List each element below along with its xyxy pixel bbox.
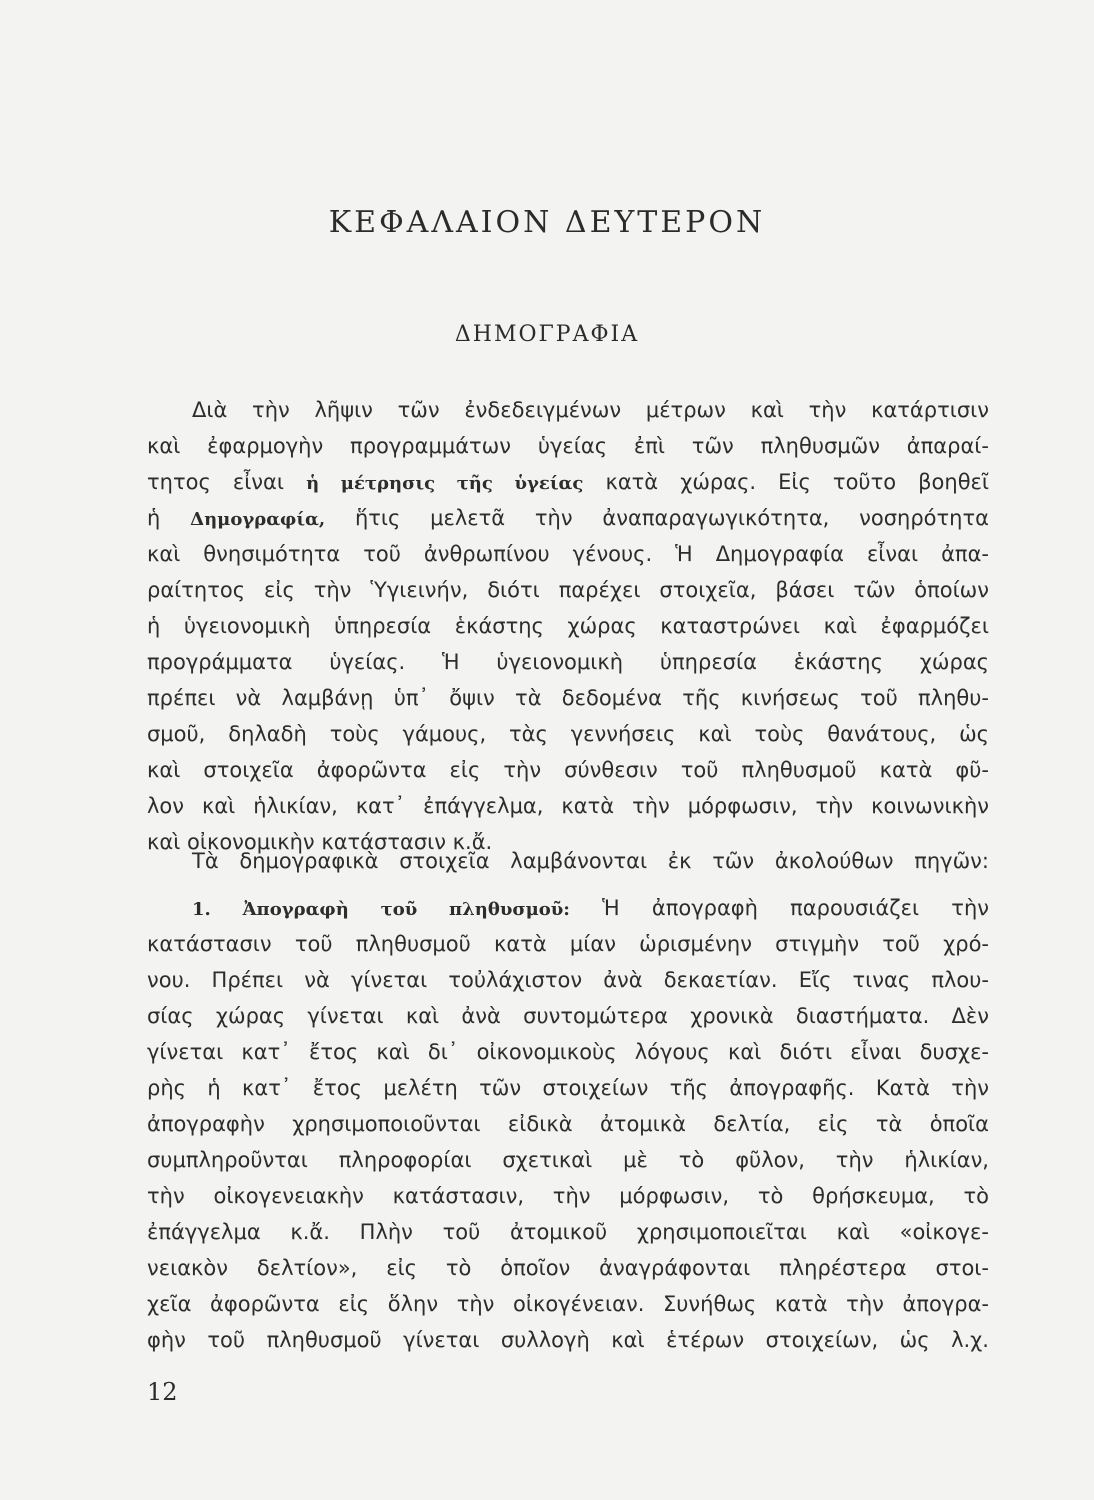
- paragraph-intro: [147, 392, 989, 860]
- page-number: 12: [147, 1378, 178, 1406]
- text-line: Διὰ τὴν λῆψιν τῶν ἐνδεδειγμένων μέτρων καὶ τὴν κατάρτισιν: [192, 398, 989, 422]
- text-line: κατάστασιν τοῦ πληθυσμοῦ κατὰ μίαν ὡρισμένην στιγμὴν τοῦ χρό-: [147, 932, 989, 956]
- text-line: συμπληροῦνται πληροφορίαι σχετικαὶ μὲ τὸ φῦλον, τὴν ἡλικίαν,: [147, 1148, 989, 1172]
- text-run: ἥτις μελετᾶ τὴν ἀναπαραγωγικότητα, νοσηρότητα: [354, 506, 989, 530]
- text-line: καὶ θνησιμότητα τοῦ ἀνθρωπίνου γένους. Ἡ Δημογραφία εἶναι ἀπα-: [147, 542, 989, 566]
- text-line: Τὰ δημογραφικὰ στοιχεῖα λαμβάνονται ἐκ τῶν ἀκολούθων πηγῶν:: [192, 849, 989, 873]
- paragraph-sources-intro: [147, 843, 989, 879]
- text-line: πρέπει νὰ λαμβάνῃ ὑπ᾽ ὄψιν τὰ δεδομένα τῆς κινήσεως τοῦ πληθυ-: [147, 686, 989, 710]
- bold-term-measurement-of-health: ἡ μέτρησις τῆς ὑγείας: [306, 473, 584, 494]
- paragraph-census: [147, 890, 989, 1358]
- text-line: σμοῦ, δηλαδὴ τοὺς γάμους, τὰς γεννήσεις καὶ τοὺς θανάτους, ὡς: [147, 722, 989, 746]
- text-line: καὶ στοιχεῖα ἀφορῶντα εἰς τὴν σύνθεσιν τοῦ πληθυσμοῦ κατὰ φῦ-: [147, 758, 989, 782]
- text-line: ἡ ὑγειονομικὴ ὑπηρεσία ἑκάστης χώρας καταστρώνει καὶ ἐφαρμόζει: [147, 614, 989, 638]
- text-run: κατὰ χώρας. Εἰς τοῦτο βοηθεῖ: [605, 470, 989, 494]
- text-line: [147, 890, 989, 926]
- bold-term-demography: Δημογραφία,: [190, 509, 326, 530]
- text-line: [147, 500, 989, 536]
- text-run: ἡ: [147, 506, 161, 530]
- bold-term-census: 1. Ἀπογραφὴ τοῦ πληθυσμοῦ:: [192, 899, 570, 920]
- text-line: σίας χώρας γίνεται καὶ ἀνὰ συντομώτερα χρονικὰ διαστήματα. Δὲν: [147, 1004, 989, 1028]
- text-line: [147, 464, 989, 500]
- text-line: τὴν οἰκογενειακὴν κατάστασιν, τὴν μόρφωσιν, τὸ θρήσκευμα, τὸ: [147, 1184, 989, 1208]
- text-line: λον καὶ ἡλικίαν, κατ᾽ ἐπάγγελμα, κατὰ τὴν μόρφωσιν, τὴν κοινωνικὴν: [147, 794, 989, 818]
- text-line: καὶ ἐφαρμογὴν προγραμμάτων ὑγείας ἐπὶ τῶν πληθυσμῶν ἀπαραί-: [147, 434, 989, 458]
- text-line: νειακὸν δελτίον», εἰς τὸ ὁποῖον ἀναγράφονται πληρέστερα στοι-: [147, 1256, 989, 1280]
- text-run: Ἡ ἀπογραφὴ παρουσιάζει τὴν: [602, 896, 989, 920]
- text-line: γίνεται κατ᾽ ἔτος καὶ δι᾽ οἰκονομικοὺς λόγους καὶ διότι εἶναι δυσχε-: [147, 1040, 989, 1064]
- text-line: ραίτητος εἰς τὴν Ὑγιεινήν, διότι παρέχει στοιχεῖα, βάσει τῶν ὁποίων: [147, 578, 989, 602]
- chapter-title: ΚΕΦΑΛΑΙΟΝ ΔΕΥΤΕΡΟΝ: [328, 205, 766, 240]
- text-line: χεῖα ἀφορῶντα εἰς ὅλην τὴν οἰκογένειαν. Συνήθως κατὰ τὴν ἀπογρα-: [147, 1292, 989, 1316]
- text-line: φὴν τοῦ πληθυσμοῦ γίνεται συλλογὴ καὶ ἑτέρων στοιχείων, ὡς λ.χ.: [147, 1328, 989, 1352]
- section-title: ΔΗΜΟΓΡΑΦΙΑ: [454, 322, 640, 347]
- text-line: καὶ οἰκονομικὴν κατάστασιν κ.ἄ.: [147, 830, 493, 854]
- text-line: προγράμματα ὑγείας. Ἡ ὑγειονομικὴ ὑπηρεσία ἑκάστης χώρας: [147, 650, 989, 674]
- text-run: τητος εἶναι: [147, 470, 284, 494]
- text-line: ἀπογραφὴν χρησιμοποιοῦνται εἰδικὰ ἀτομικὰ δελτία, εἰς τὰ ὁποῖα: [147, 1112, 989, 1136]
- text-line: νου. Πρέπει νὰ γίνεται τοὐλάχιστον ἀνὰ δεκαετίαν. Εἴς τινας πλου-: [147, 968, 989, 992]
- text-line: ρὴς ἡ κατ᾽ ἔτος μελέτη τῶν στοιχείων τῆς ἀπογραφῆς. Κατὰ τὴν: [147, 1076, 989, 1100]
- text-line: ἐπάγγελμα κ.ἄ. Πλὴν τοῦ ἀτομικοῦ χρησιμοποιεῖται καὶ «οἰκογε-: [147, 1220, 989, 1244]
